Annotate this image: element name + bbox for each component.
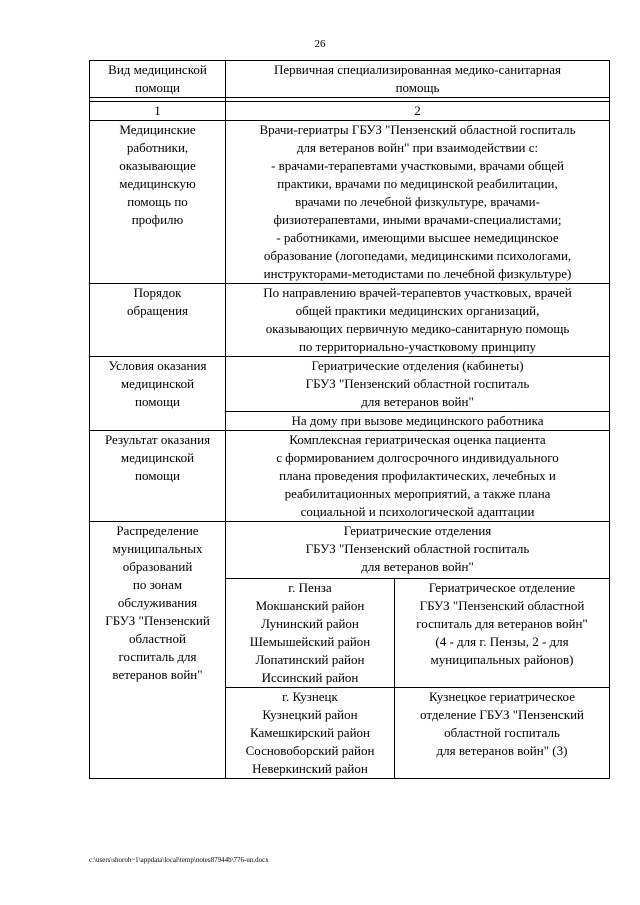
row-label-staff: Медицинские работники, оказывающие медицинскую помощь по профилю <box>90 121 226 284</box>
header-cell-care: Первичная специализированная медико-санитарная помощь <box>226 61 610 98</box>
row-content-conditions-home: На дому при вызове медицинского работника <box>226 412 610 431</box>
table-row <box>90 522 610 779</box>
row-label-conditions: Условия оказания медицинской помощи <box>90 357 226 431</box>
row-label-procedure: Порядок обращения <box>90 284 226 357</box>
row-content-result: Комплексная гериатрическая оценка пациента с формированием долгосрочного индивидуального плана проведения профилактических, лечебных и реабилитационных мероприятий, а также плана социальной и психологической адаптации <box>226 431 610 522</box>
row-content-conditions-departments: Гериатрические отделения (кабинеты) ГБУЗ "Пензенский областной госпиталь для ветеранов войн" <box>226 357 610 412</box>
table-row <box>90 121 610 284</box>
page-number: 26 <box>314 38 326 50</box>
column-number-1: 1 <box>90 102 226 121</box>
table-row <box>90 431 610 522</box>
zone-areas: г. Кузнецк Кузнецкий район Камешкирский район Сосновоборский район Неверкинский район <box>226 688 395 779</box>
numbering-row <box>90 102 610 121</box>
table-header-row <box>90 61 610 98</box>
medical-care-table <box>89 60 610 779</box>
zone-areas: г. Пенза Мокшанский район Лунинский район Шемышейский район Лопатинский район Иссинский район <box>226 579 395 688</box>
zone-row <box>226 579 610 688</box>
table-row <box>90 284 610 357</box>
header-cell-type: Вид медицинской помощи <box>90 61 226 98</box>
row-label-result: Результат оказания медицинской помощи <box>90 431 226 522</box>
zone-row <box>226 688 610 779</box>
row-label-distribution: Распределение муниципальных образований по зонам обслуживания ГБУЗ "Пензенский областной госпиталь для ветеранов войн" <box>90 522 226 779</box>
table-row <box>90 357 610 412</box>
zones-table <box>225 578 610 779</box>
zone-department: Кузнецкое гериатрическое отделение ГБУЗ "Пензенский областной госпиталь для ветеранов войн" (3) <box>395 688 610 779</box>
row-content-procedure: По направлению врачей-терапевтов участковых, врачей общей практики медицинских организаций, оказывающих первичную медико-санитарную помощь по территориально-участковому принципу <box>226 284 610 357</box>
column-number-2: 2 <box>226 102 610 121</box>
row-content-distribution <box>226 522 610 779</box>
distribution-heading: Гериатрические отделения ГБУЗ "Пензенский областной госпиталь для ветеранов войн" <box>305 523 530 574</box>
zone-department: Гериатрическое отделение ГБУЗ "Пензенский областной госпиталь для ветеранов войн" (4 - для г. Пензы, 2 - для муниципальных районов) <box>395 579 610 688</box>
row-content-staff: Врачи-гериатры ГБУЗ "Пензенский областной госпиталь для ветеранов войн" при взаимодействии с: - врачами-терапевтами участковыми, врачами общей практики, врачами по медицинской реабилитации, врачами по лечебной физкультуре, врачами- физиотерапевтами, иными врачами-специалистами; - работниками, имеющими высшее немедицинское образование (логопедами, медицинскими психологами, инструкторами-методистами по лечебной физкультуре) <box>226 121 610 284</box>
document-file-path: c:\users\shoroh~1\appdata\local\temp\notes87944b\776-un.docx <box>89 856 269 864</box>
